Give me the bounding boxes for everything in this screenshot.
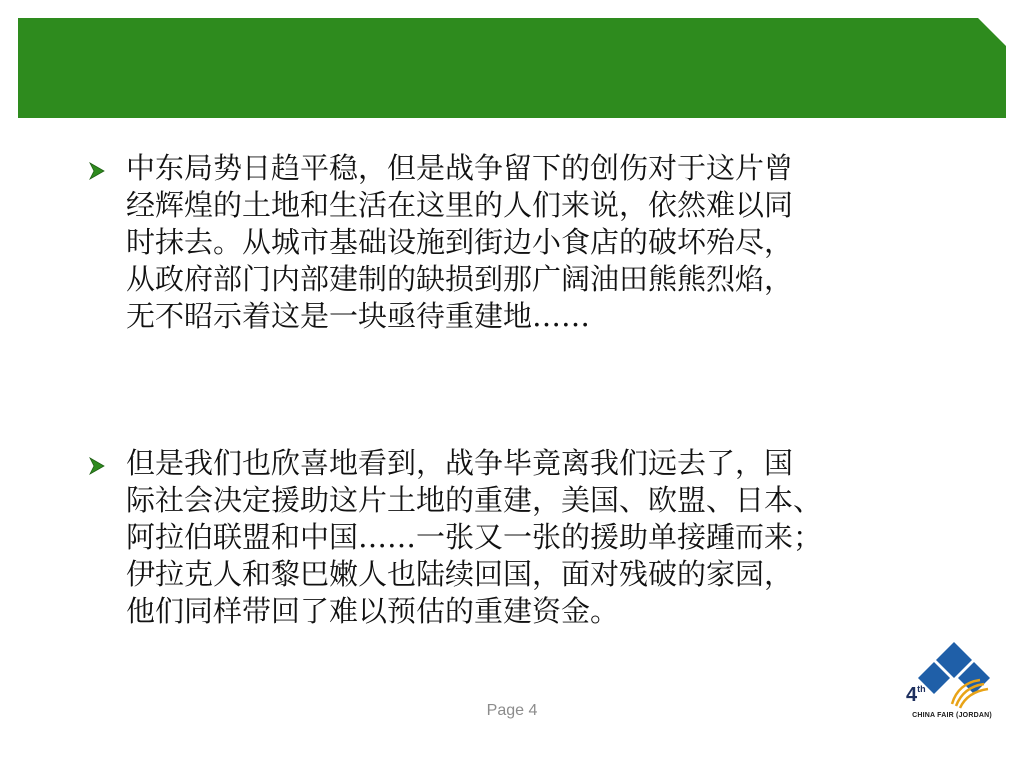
bullet-line: 际社会决定援助这片土地的重建，美国、欧盟、日本、 [126, 483, 823, 517]
bullet-line: 时抹去。从城市基础设施到街边小食店的破坏殆尽， [126, 225, 794, 259]
bullet-text [126, 445, 822, 630]
logo-number: 4th [906, 684, 926, 706]
slide-content [88, 150, 948, 630]
china-fair-logo [904, 640, 1000, 730]
bullet-item [88, 445, 948, 630]
bullet-line: 经辉煌的土地和生活在这里的人们来说，依然难以同 [126, 188, 794, 222]
bullet-line: 他们同样带回了难以预估的重建资金。 [126, 594, 620, 628]
bullet-line: 中东局势日趋平稳，但是战争留下的创伤对于这片曾 [126, 151, 794, 185]
bullet-item [88, 150, 948, 335]
arrow-bullet-icon [88, 150, 126, 185]
arrow-bullet-icon [88, 445, 126, 480]
bullet-line: 阿拉伯联盟和中国……一张又一张的援助单接踵而来； [126, 520, 823, 554]
page-number: Page 4 [486, 702, 538, 719]
bullet-line: 但是我们也欣喜地看到，战争毕竟离我们远去了，国 [126, 446, 794, 480]
logo-caption: CHINA FAIR (JORDAN) [912, 712, 992, 719]
bullet-text [126, 150, 793, 335]
header-bar [0, 0, 1024, 118]
bullet-line: 从政府部门内部建制的缺损到那广阔油田熊熊烈焰， [126, 262, 794, 296]
bullet-line: 伊拉克人和黎巴嫩人也陆续回国，面对残破的家园， [126, 557, 794, 591]
bullet-line: 无不昭示着这是一块亟待重建地…… [126, 299, 591, 333]
